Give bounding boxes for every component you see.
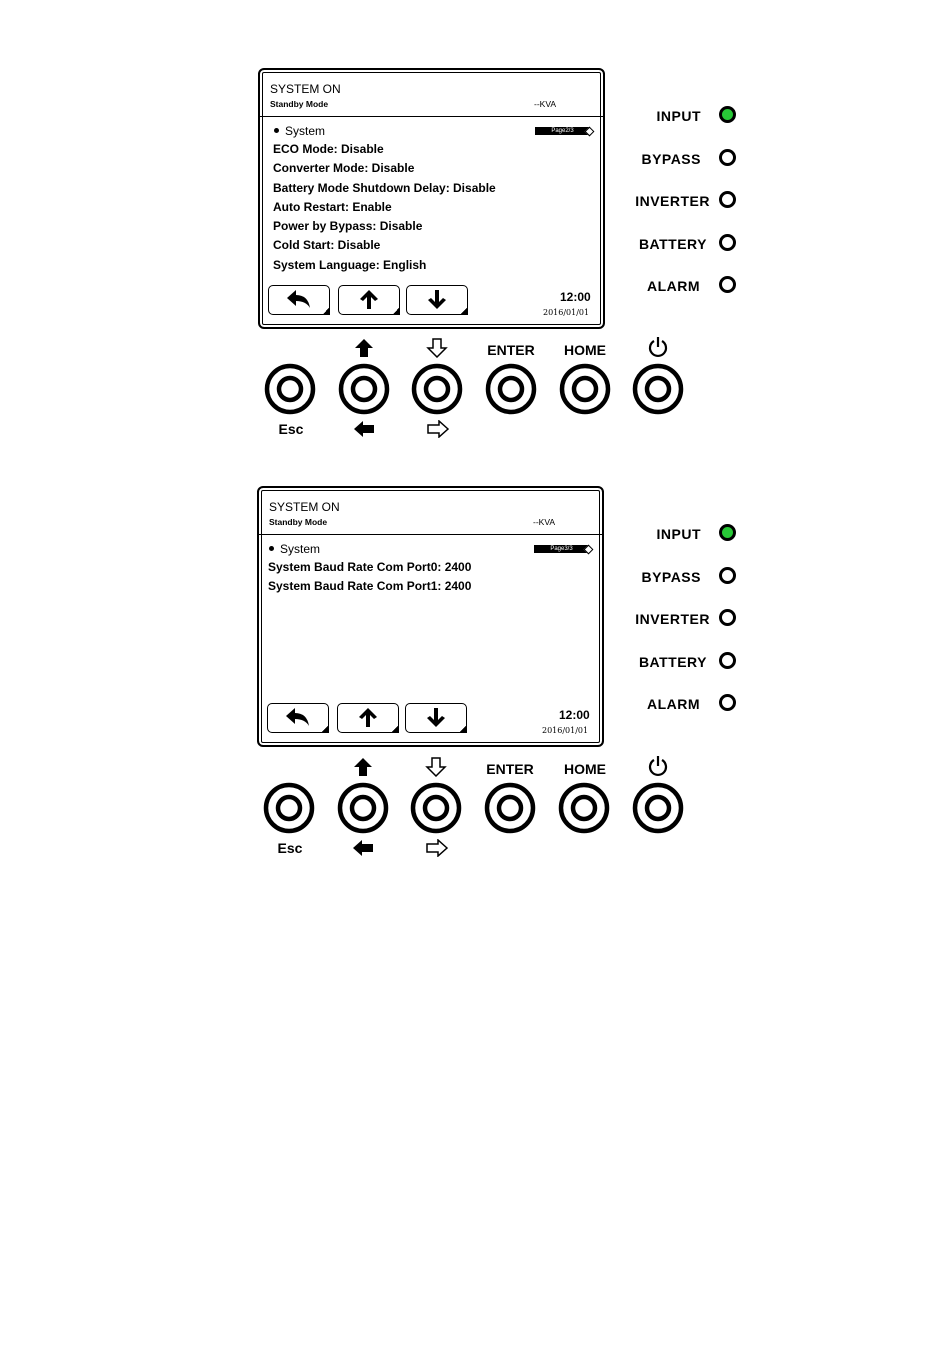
down-arrow-icon: [421, 706, 451, 728]
battery-led: [719, 652, 736, 669]
list-item[interactable]: System Baud Rate Com Port0: 2400: [268, 560, 472, 574]
led-label-battery: BATTERY: [638, 654, 707, 670]
alarm-led: [719, 694, 736, 711]
kva-rating: --KVA: [533, 517, 556, 527]
alarm-led: [719, 276, 736, 293]
home-label: HOME: [564, 761, 606, 777]
led-label-input: INPUT: [656, 526, 701, 542]
menu-title: [269, 542, 320, 556]
left-arrow-icon: [353, 420, 375, 438]
down-arrow-icon: [425, 757, 447, 777]
back-arrow-icon: [283, 706, 313, 728]
input-led: [719, 106, 736, 123]
bullet-icon: [274, 128, 279, 133]
up-arrow-icon: [353, 706, 383, 728]
bullet-icon: [269, 546, 274, 551]
menu-title: [274, 124, 325, 138]
page-indicator: Page2/3: [535, 127, 590, 135]
esc-button[interactable]: [264, 363, 316, 415]
up-arrow-icon: [354, 288, 384, 310]
esc-label: Esc: [277, 840, 303, 856]
enter-button[interactable]: [485, 363, 537, 415]
led-label-bypass: BYPASS: [641, 151, 701, 167]
list-item[interactable]: Cold Start: Disable: [273, 238, 381, 253]
left-arrow-icon: [352, 839, 374, 857]
menu-title-label: System: [280, 542, 321, 556]
inverter-led: [719, 191, 736, 208]
led-label-inverter: INVERTER: [635, 611, 710, 627]
down-arrow-icon: [422, 288, 452, 310]
led-label-alarm: ALARM: [646, 696, 700, 712]
page-indicator: Page3/3: [534, 545, 589, 553]
clock-date: 2016/01/01: [542, 726, 589, 735]
settings-list: [273, 140, 496, 275]
up-arrow-icon: [353, 338, 375, 358]
system-status: SYSTEM ON: [269, 500, 340, 514]
power-icon: [647, 755, 669, 777]
list-item[interactable]: ECO Mode: Disable: [273, 142, 384, 156]
down-softkey[interactable]: [405, 703, 467, 733]
esc-label: Esc: [278, 421, 304, 437]
down-button[interactable]: [410, 782, 462, 834]
clock-time: 12:00: [559, 708, 590, 722]
home-button[interactable]: [558, 782, 610, 834]
enter-button[interactable]: [484, 782, 536, 834]
power-icon: [647, 336, 669, 358]
system-mode: Standby Mode: [269, 517, 328, 527]
list-item[interactable]: Converter Mode: Disable: [273, 161, 415, 176]
back-softkey[interactable]: [267, 703, 329, 733]
ups-panel-2: [0, 486, 950, 886]
inverter-led: [719, 609, 736, 626]
led-label-alarm: ALARM: [646, 278, 700, 294]
bypass-led: [719, 567, 736, 584]
list-item[interactable]: System Baud Rate Com Port1: 2400: [268, 579, 472, 594]
list-item[interactable]: Battery Mode Shutdown Delay: Disable: [273, 180, 496, 195]
led-label-bypass: BYPASS: [641, 569, 701, 585]
up-softkey[interactable]: [338, 285, 400, 315]
clock-date: 2016/01/01: [543, 308, 590, 317]
clock-time: 12:00: [560, 290, 591, 304]
power-button[interactable]: [632, 782, 684, 834]
bypass-led: [719, 149, 736, 166]
system-status: SYSTEM ON: [270, 82, 341, 96]
led-label-input: INPUT: [656, 108, 701, 124]
screen-header: [259, 488, 602, 535]
home-label: HOME: [564, 342, 606, 358]
battery-led: [719, 234, 736, 251]
up-button[interactable]: [338, 363, 390, 415]
up-arrow-icon: [352, 757, 374, 777]
settings-list: [268, 558, 471, 597]
enter-label: ENTER: [487, 342, 535, 358]
list-item[interactable]: Power by Bypass: Disable: [273, 219, 423, 234]
lcd-screen: [258, 68, 605, 329]
system-mode: Standby Mode: [270, 99, 329, 109]
power-button[interactable]: [632, 363, 684, 415]
back-arrow-icon: [284, 288, 314, 310]
down-softkey[interactable]: [406, 285, 468, 315]
list-item[interactable]: Auto Restart: Enable: [273, 199, 392, 214]
down-button[interactable]: [411, 363, 463, 415]
up-softkey[interactable]: [337, 703, 399, 733]
right-arrow-icon: [426, 839, 448, 857]
led-label-battery: BATTERY: [638, 236, 707, 252]
input-led: [719, 524, 736, 541]
down-arrow-icon: [426, 338, 448, 358]
lcd-screen: [257, 486, 604, 747]
screen-header: [260, 70, 603, 117]
kva-rating: --KVA: [534, 99, 557, 109]
ups-panel-1: [0, 68, 950, 468]
esc-button[interactable]: [263, 782, 315, 834]
up-button[interactable]: [337, 782, 389, 834]
enter-label: ENTER: [486, 761, 534, 777]
led-label-inverter: INVERTER: [635, 193, 710, 209]
back-softkey[interactable]: [268, 285, 330, 315]
right-arrow-icon: [427, 420, 449, 438]
home-button[interactable]: [559, 363, 611, 415]
menu-title-label: System: [285, 124, 326, 138]
list-item[interactable]: System Language: English: [273, 257, 427, 272]
